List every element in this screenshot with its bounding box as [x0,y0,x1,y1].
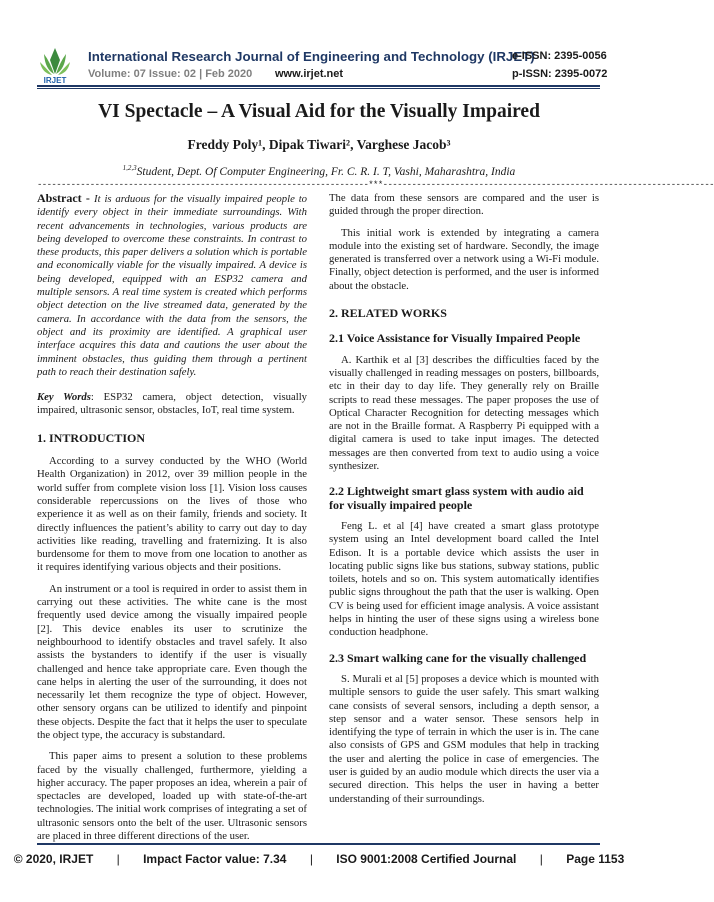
abstract [37,192,307,379]
keywords-text: : ESP32 camera, object detection, visually impaired, ultrasonic sensor, obstacles, IoT, real time system. [37,391,308,417]
volume-issue: Volume: 07 Issue: 02 | Feb 2020 [88,68,253,80]
website-link[interactable]: www.irjet.net [275,68,344,80]
section-2-2-heading: 2.2 Lightweight smart glass system with audio aid for visually impaired people [329,484,584,512]
right-column [329,192,599,814]
footer-divider: | [116,852,120,866]
footer-rule [37,843,600,845]
paper-title: VI Spectacle – A Visual Aid for the Visually Impaired [98,101,540,122]
intro-paragraph-1: According to a survey conducted by the WHO (World Health Organization) in 2012, over 39 million people in the world suffer from complete vision loss [1]. Vision loss causes considerable repercussions on the lives of those who experience it as well as on their family, friends and society. It directly influences the patient’s ability to carry out day to day activities like reading, travelling and fraternizing. It is also burdensome for them to move from one location to another as it requires identifying various objects and their positions. [37,455,307,574]
section-2-1-heading: 2.1 Voice Assistance for Visually Impaired People [329,331,581,346]
related-works-heading: 2. RELATED WORKS [329,306,447,321]
abstract-heading: Abstract - [37,191,95,205]
footer-page-number: Page 1153 [566,852,625,866]
intro-continued-2: This initial work is extended by integrating a camera module into the existing set of hardware. Secondly, the image generated is transferred over a network using a Wi-Fi module. Finally, object detection is performed, and the user is informed about the obstacle. [329,226,599,292]
section-2-3-heading: 2.3 Smart walking cane for the visually challenged [329,650,587,665]
intro-paragraph-3: This paper aims to present a solution to these problems faced by the visually challenged, furthermore, yielding a higher accuracy. The paper proposes an idea, wherein a pair of spectacles are developed, loaded up with state-of-the-art technologies. The initial work comprises of integrating a set of ultrasonic sensors onto the belt of the user. Ultrasonic sensors are placed in three different directions of the user. [37,750,307,843]
irjet-logo [38,44,72,84]
intro-paragraph-2: An instrument or a tool is required in order to assist them in carrying out these activities. The white cane is the most frequently used device among the visually impaired people [2]. This device enables its user to scrutinize the neighbourhood to identify obstacles and travel safely. It also assists the bystanders to identify if the user is visually challenged and hence take appropriate care. Even though the cane helps in alerting the user of the surrounding, it does not necessarily let them recognize the type of object. However, other sensory organs can be utilized to identify and pinpoint these objects. Despite the fact that it helps the user to speculate the object type, the accuracy is substandard. [37,582,307,741]
footer-iso: ISO 9001:2008 Certified Journal [336,852,517,866]
footer-divider: | [539,852,543,866]
footer-divider: | [309,852,313,866]
footer-impact-factor: Impact Factor value: 7.34 [143,852,287,866]
authors: Freddy Poly¹, Dipak Tiwari², Varghese Jacob³ [187,137,451,152]
affiliation-superscript: 1,2,3 [122,164,137,172]
abstract-text: It is arduous for the visually impaired people to identify every object in their immediate surroundings. With recent advancements in technologies, various products are being developed to overcome these constraints. In contrast to these products, this paper delivers a solution which is portable and economically viable for the visually impaired. A device is being developed, equipped with an ESP32 camera and multiple sensors. A real time system is created which performs object detection on the live streamed data, generated by the camera. In accordance with the data from the sensors, the object and its proximity are identified. A graphical user interface acquires this data and cautions the user about the imminent obstacles, thus guiding them through a pertinent path to reach their destination safely. [37,193,308,378]
intro-heading: 1. INTRODUCTION [37,430,146,445]
intro-continued-1: The data from these sensors are compared and the user is guided through the proper direction. [329,192,599,218]
keywords-heading: Key Words [37,391,91,404]
header-rule-bottom [37,88,600,89]
affiliation-text: Student, Dept. Of Computer Engineering, Fr. C. R. I. T, Vashi, Maharashtra, India [136,165,516,178]
footer [0,852,638,866]
journal-title: International Research Journal of Engineering and Technology (IRJET) [88,49,535,64]
pissn: p-ISSN: 2395-0072 [512,68,608,80]
footer-copyright: © 2020, IRJET [13,852,94,866]
section-2-2-text: Feng L. et al [4] have created a smart glass prototype system using an Intel development board called the Intel Edison. It is a portable device which assists the user in locating public signs like bus stations, subway stations, public toilets, hotels and so on. This system automatically identifies public signs throughout the path that the user is walking. Open CV is being used for efficient image analysis. A voice assistant helps in hinting the user of these signs using a wireless bone conduction headphone. [329,519,599,639]
section-2-3-text: S. Murali et al [5] proposes a device which is mounted with multiple sensors to guide the user safely. This smart walking cane consists of several sensors, including a depth sensor, a step sensor and a water sensor. These sensors help in identifying the type of terrain in which the user is in. The cane also consists of GPS and GSM modules that help in tracking the user and alerting the police in case of emergencies. The user is guided by an audio module which directs the user via a secured direction. This helps the user in having a better understanding of their surroundings. [329,672,599,805]
logo-text: IRJET [43,76,67,85]
keywords [37,391,307,418]
section-2-1-text: A. Karthik et al [3] describes the difficulties faced by the visually challenged in reading messages on posters, billboards, etc in their day to day life. They generally rely on Braille scripts to read these messages. The paper proposes the use of Optical Character Recognition for detecting messages which are not in the Braille format. A Raspberry Pi equipped with a digital camera is used to take input images. The detected messages are then converted from text to audio using a voice synthesizer. [329,353,599,473]
affiliation [0,164,638,178]
left-column [37,192,307,851]
eissn: e-ISSN: 2395-0056 [512,50,607,62]
title-separator: ---------------------------------------------------------------------***--------------------------------------------------------------------- [37,180,714,190]
header-rule-top [37,85,600,87]
